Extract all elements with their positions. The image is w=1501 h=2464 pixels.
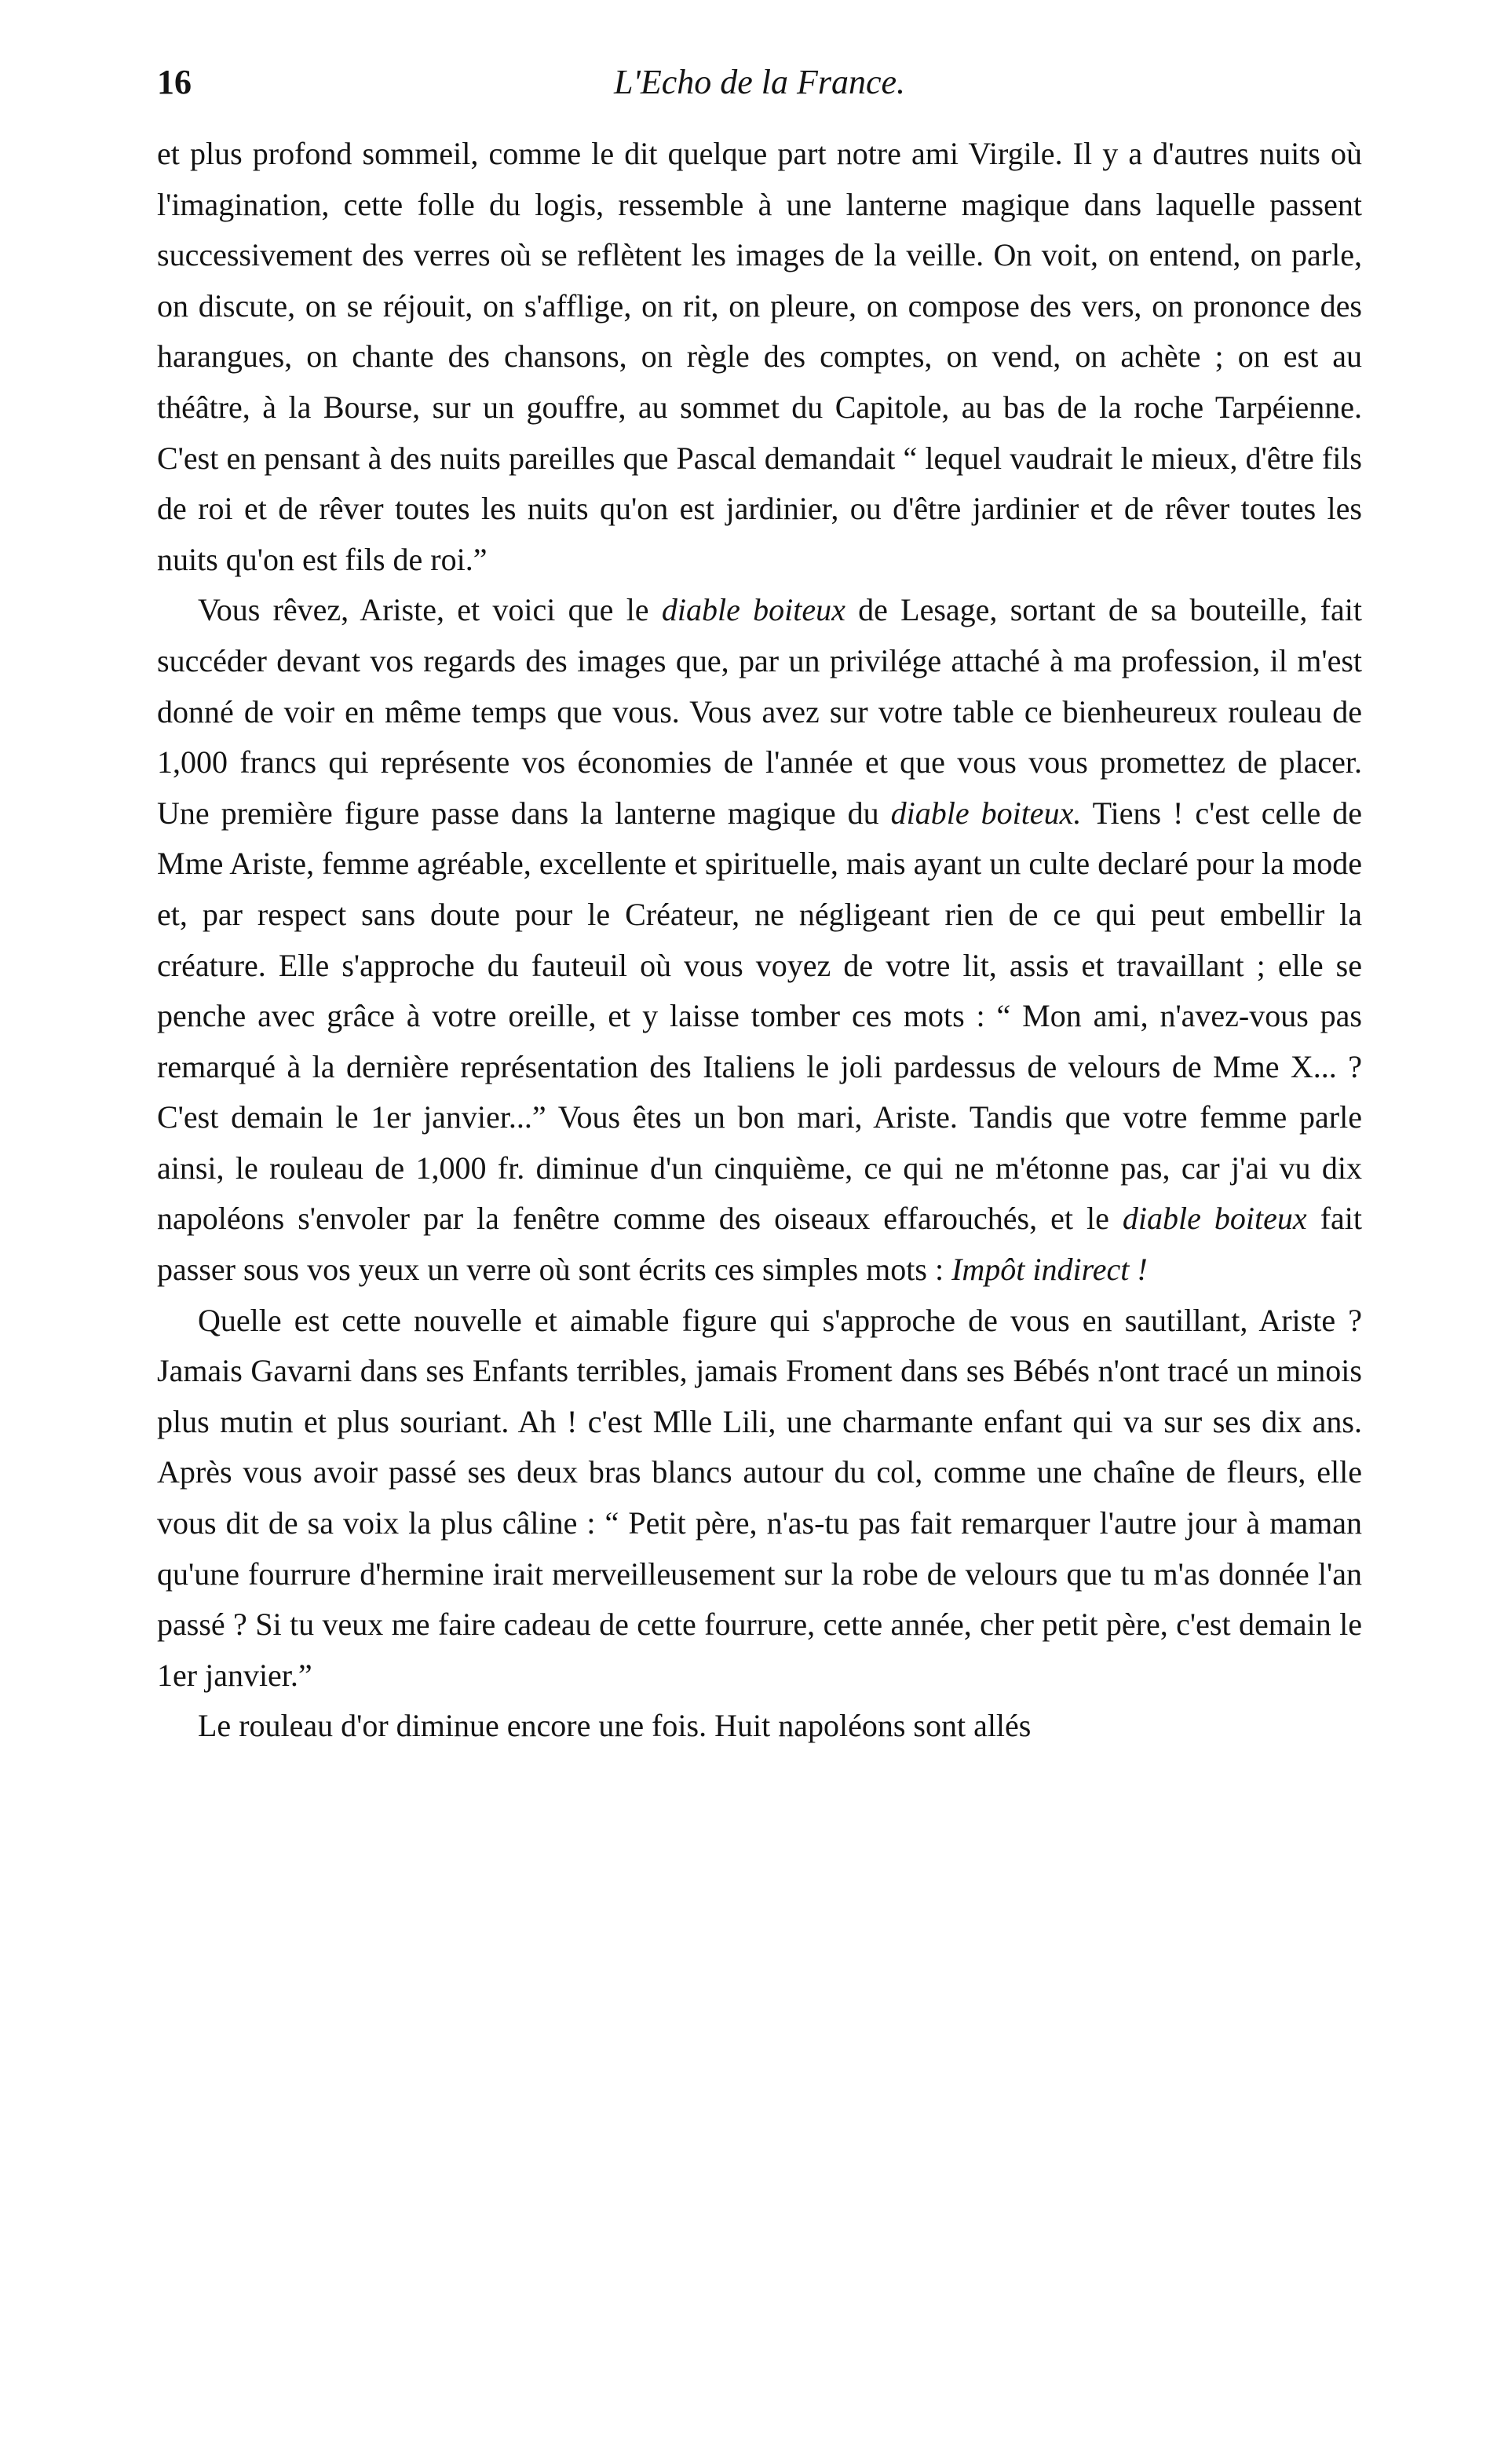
text-segment: fait passer sous vos yeux un verre où sont écrits ces simples mots : bbox=[157, 1201, 1362, 1288]
body-text bbox=[157, 129, 1362, 1752]
italic-text: Impôt indirect ! bbox=[951, 1252, 1148, 1288]
text-segment: Vous rêvez, Ariste, et voici que le bbox=[198, 592, 662, 628]
text-segment: de Lesage, sortant de sa bouteille, fait succéder devant vos regards des images que, par un privilége attaché à ma profession, il m'est donné de voir en même temps que vous. Vous avez sur votre table ce bienheureux rouleau de 1,000 francs qui représente vos économies de l'année et que vous vous promettez de placer. Une première figure passe dans la lanterne magique du bbox=[157, 592, 1363, 831]
paragraph bbox=[157, 1701, 1362, 1752]
text-segment: Quelle est cette nouvelle et aimable figure qui s'approche de vous en sautillant, Ariste ? Jamais Gavarni dans ses Enfants terribles, jamais Froment dans ses Bébés n'ont tracé un minois plus mutin et plus souriant. Ah ! c'est Mlle Lili, une charmante enfant qui va sur ses dix ans. Après vous avoir passé ses deux bras blancs autour du col, comme une chaîne de fleurs, elle vous dit de sa voix la plus câline : “ Petit père, n'as-tu pas fait remarquer l'autre jour à maman qu'une fourrure d'hermine irait merveilleusement sur la robe de velours que tu m'as donnée l'an passé ? Si tu veux me faire cadeau de cette fourrure, cette année, cher petit père, c'est demain le 1er janvier.” bbox=[157, 1302, 1362, 1693]
italic-text: diable boiteux bbox=[1122, 1201, 1307, 1237]
page-number: 16 bbox=[157, 63, 192, 101]
text-segment: Tiens ! c'est celle de Mme Ariste, femme agréable, excellente et spirituelle, mais ayant un culte declaré pour la mode et, par respect sans doute pour le Créateur, ne négligeant rien de ce qui peut embellir la créature. Elle s'approche du fauteuil où vous voyez de votre lit, assis et travaillant ; elle se penche avec grâce à votre oreille, et y laisse tomber ces mots : “ Mon ami, n'avez-vous pas remarqué à la dernière représentation des Italiens le joli pardessus de velours de Mme X... ? C'est demain le 1er janvier...” Vous êtes un bon mari, Ariste. Tandis que votre femme parle ainsi, le rouleau de 1,000 fr. diminue d'un cinquième, ce qui ne m'étonne pas, car j'ai vu dix napoléons s'envoler par la fenêtre comme des oiseaux effarouchés, et le bbox=[157, 795, 1362, 1237]
text-segment: Le rouleau d'or diminue encore une fois. Huit napoléons sont allés bbox=[198, 1708, 1032, 1744]
paragraph bbox=[157, 129, 1362, 585]
italic-text: diable boiteux bbox=[661, 592, 845, 628]
italic-text: diable boiteux. bbox=[890, 795, 1082, 831]
text-segment: et plus profond sommeil, comme le dit quelque part notre ami Virgile. Il y a d'autres nuits où l'imagination, cette folle du logis, ressemble à une lanterne magique dans laquelle passent successivement des verres où se reflètent les images de la veille. On voit, on entend, on parle, on discute, on se réjouit, on s'afflige, on rit, on pleure, on compose des vers, on prononce des harangues, on chante des chansons, on règle des comptes, on vend, on achète ; on est au théâtre, à la Bourse, sur un gouffre, au sommet du Capitole, au bas de la roche Tarpéienne. C'est en pensant à des nuits pareilles que Pascal demandait “ lequel vaudrait le mieux, d'être fils de roi et de rêver toutes les nuits qu'on est jardinier, ou d'être jardinier et de rêver toutes les nuits qu'on est fils de roi.” bbox=[157, 136, 1362, 577]
running-title: L'Echo de la France. bbox=[613, 63, 906, 101]
running-head bbox=[157, 47, 1362, 118]
paragraph bbox=[157, 1296, 1362, 1702]
paragraph bbox=[157, 585, 1362, 1295]
book-page bbox=[157, 47, 1362, 2418]
